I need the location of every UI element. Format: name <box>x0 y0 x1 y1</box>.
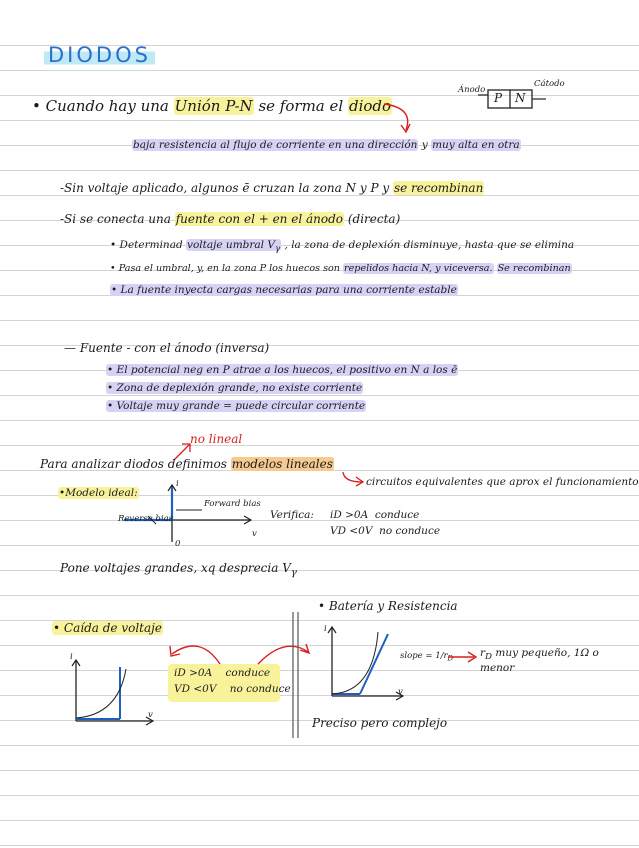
caida-rule-1: iD >0A conduce <box>174 667 271 679</box>
ideal-axis-i: i <box>176 479 179 489</box>
n-region-label: N <box>515 91 526 105</box>
ideal-origin: 0 <box>175 539 181 549</box>
verifica-rule-2: VD <0V no conduce <box>330 525 441 537</box>
diodo-arrow <box>380 100 420 140</box>
preciso-note: Preciso pero complejo <box>312 716 448 730</box>
inversa-item-potencial: • El potencial neg en P atrae a los huecos, el positivo en N a los ē <box>107 364 458 376</box>
slope-formula: slope = $1/r_D$ <box>400 651 454 663</box>
directa-item-fuente: • La fuente inyecta cargas necesarias para una corriente estable <box>111 284 457 296</box>
forward-bias-label: Forward bias <box>204 499 261 509</box>
diode-property-line: baja resistencia al flujo de corriente en una dirección y muy alta en otra <box>133 139 520 151</box>
page-title: DIODOS <box>44 44 155 67</box>
caida-graph <box>60 652 160 727</box>
caida-axis-i: i <box>70 652 73 662</box>
directa-item-umbral: • Determinad voltaje umbral $V_\gamma$ , la zona de deplexión disminuye, hasta que se elimina <box>110 239 575 255</box>
slope-result: $r_D$ muy pequeño, 1Ω o menor <box>480 647 599 674</box>
caida-rule-2: VD <0V no conduce <box>174 683 291 695</box>
inversa-header: — Fuente - con el ánodo (inversa) <box>64 341 270 355</box>
ideal-axis-v: v <box>252 529 257 539</box>
modelos-arrow <box>340 470 368 490</box>
circuitos-note: circuitos equivalentes que aprox el funcionamiento <box>366 476 639 488</box>
bateria-title: • Batería y Resistencia <box>318 599 458 613</box>
modelos-line: Para analizar diodos definimos modelos lineales <box>40 457 333 471</box>
reverse-bias-label: Reverse bias <box>118 514 174 524</box>
sin-voltaje-line: -Sin voltaje aplicado, algunos ē cruzan la zona N y P y se recombinan <box>60 181 484 195</box>
inversa-item-zona: • Zona de deplexión grande, no existe corriente <box>107 382 363 394</box>
inversa-item-voltaje: • Voltaje muy grande = puede circular corriente <box>107 400 366 412</box>
verifica-rule-1: iD >0A conduce <box>330 509 420 521</box>
caida-axis-v: v <box>148 710 153 720</box>
directa-item-pasa: • Pasa el umbral, y, en la zona P los huecos son repelidos hacia N, y viceversa. Se recombinan <box>110 263 571 274</box>
bateria-axis-v: v <box>398 687 403 697</box>
bateria-axis-i: i <box>324 624 327 634</box>
anode-label: Ánodo <box>458 85 486 95</box>
bateria-graph <box>318 622 408 702</box>
bullet-union-pn: • Cuando hay una Unión P-N se forma el diodo <box>32 97 392 115</box>
section-divider <box>290 610 302 740</box>
caida-title: • Caída de voltaje <box>53 621 162 635</box>
slope-arrow <box>446 650 480 664</box>
fuente-directa-line: -Si se conecta una fuente con el + en el ánodo (directa) <box>60 212 401 226</box>
verifica-label: Verifica: <box>270 509 314 521</box>
modelo-ideal-label: •Modelo ideal: <box>59 487 138 499</box>
pone-voltajes-note: Pone voltajes grandes, xq desprecia $V_\gamma$ <box>60 561 297 579</box>
p-region-label: P <box>494 91 503 105</box>
cathode-label: Cátodo <box>534 79 565 89</box>
no-lineal-annotation: no lineal <box>190 432 243 446</box>
